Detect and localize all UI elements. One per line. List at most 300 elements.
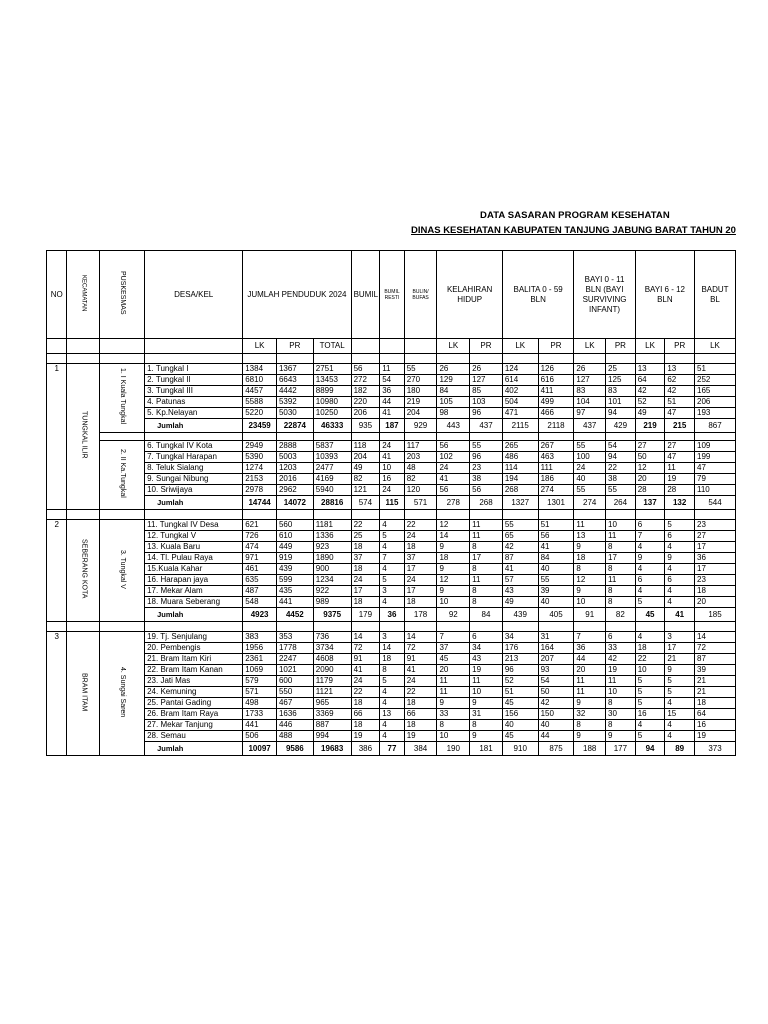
data-cell: 111 [538, 463, 574, 474]
data-cell: 3 [380, 632, 405, 643]
data-cell: 383 [243, 632, 277, 643]
data-cell: 204 [404, 408, 437, 419]
data-cell: 45 [502, 698, 538, 709]
jumlah-cell: 132 [665, 496, 695, 510]
jumlah-row [47, 742, 736, 756]
data-cell: 31 [470, 709, 503, 720]
jumlah-cell: 215 [665, 419, 695, 433]
data-cell: 21 [695, 676, 736, 687]
data-cell: 36 [695, 553, 736, 564]
data-cell: 3 [665, 632, 695, 643]
desa-name: 21. Bram Itam Kiri [145, 654, 243, 665]
table-row [47, 408, 736, 419]
data-cell: 109 [695, 441, 736, 452]
data-cell: 5837 [313, 441, 351, 452]
jumlah-cell: 187 [380, 419, 405, 433]
data-cell: 8 [606, 586, 636, 597]
subheader-pr: PR [665, 339, 695, 354]
data-cell: 21 [665, 654, 695, 665]
data-cell: 39 [538, 586, 574, 597]
data-cell: 1367 [276, 364, 313, 375]
data-cell: 922 [313, 586, 351, 597]
jumlah-cell: 386 [351, 742, 380, 756]
data-cell: 22 [606, 463, 636, 474]
data-cell: 56 [470, 485, 503, 496]
data-cell: 15 [665, 709, 695, 720]
desa-name: 4. Patunas [145, 397, 243, 408]
table-row [47, 386, 736, 397]
data-cell: 9 [470, 731, 503, 742]
data-cell: 506 [243, 731, 277, 742]
data-cell: 41 [502, 564, 538, 575]
data-cell: 26 [437, 364, 470, 375]
jumlah-cell: 23459 [243, 419, 277, 433]
data-cell: 55 [574, 441, 606, 452]
jumlah-cell: 41 [665, 608, 695, 622]
data-cell: 114 [502, 463, 538, 474]
data-cell: 11 [470, 520, 503, 531]
data-cell: 11 [606, 531, 636, 542]
data-cell: 1733 [243, 709, 277, 720]
subheader-lk: LK [243, 339, 277, 354]
data-cell: 13 [380, 709, 405, 720]
data-cell: 1890 [313, 553, 351, 564]
data-cell: 4457 [243, 386, 277, 397]
data-cell: 51 [665, 397, 695, 408]
data-cell: 4 [665, 597, 695, 608]
data-cell: 23 [470, 463, 503, 474]
data-cell: 616 [538, 375, 574, 386]
data-cell: 5 [665, 520, 695, 531]
data-cell: 270 [404, 375, 437, 386]
jumlah-cell: 177 [606, 742, 636, 756]
data-cell: 17 [404, 564, 437, 575]
data-cell: 206 [351, 408, 380, 419]
data-cell: 4 [665, 720, 695, 731]
data-cell: 37 [437, 643, 470, 654]
data-cell: 104 [574, 397, 606, 408]
data-cell: 8 [606, 720, 636, 731]
data-cell: 25 [606, 364, 636, 375]
data-cell: 49 [635, 408, 665, 419]
header-row [47, 251, 736, 339]
data-cell: 91 [351, 654, 380, 665]
data-cell: 57 [502, 575, 538, 586]
data-cell: 22 [404, 520, 437, 531]
data-cell: 16 [380, 474, 405, 485]
jumlah-label: Jumlah [145, 496, 243, 510]
data-cell: 110 [695, 485, 736, 496]
data-cell: 204 [351, 452, 380, 463]
data-cell: 219 [404, 397, 437, 408]
jumlah-cell: 91 [574, 608, 606, 622]
data-cell: 37 [351, 553, 380, 564]
data-cell: 4 [380, 731, 405, 742]
data-cell: 6 [635, 520, 665, 531]
data-cell: 5 [635, 687, 665, 698]
table-row [47, 654, 736, 665]
data-cell: 252 [695, 375, 736, 386]
data-cell: 9 [574, 542, 606, 553]
header-kelahiran: KELAHIRAN HIDUP [437, 251, 502, 339]
data-cell: 54 [606, 441, 636, 452]
data-cell: 38 [606, 474, 636, 485]
data-cell: 11 [574, 520, 606, 531]
data-cell: 12 [437, 520, 470, 531]
data-cell: 18 [695, 586, 736, 597]
desa-name: 19. Tj. Senjulang [145, 632, 243, 643]
data-cell: 5 [380, 676, 405, 687]
data-cell: 17 [351, 586, 380, 597]
data-cell: 50 [635, 452, 665, 463]
data-cell: 13 [665, 364, 695, 375]
data-cell: 5 [665, 687, 695, 698]
data-cell: 635 [243, 575, 277, 586]
desa-name: 3. Tungkal III [145, 386, 243, 397]
data-cell: 9 [437, 542, 470, 553]
data-cell: 26 [470, 364, 503, 375]
data-cell: 1021 [276, 665, 313, 676]
data-cell: 8899 [313, 386, 351, 397]
table-row [47, 632, 736, 643]
kecamatan-name: TUNGKAL ILIR [67, 364, 100, 510]
data-cell: 2949 [243, 441, 277, 452]
data-cell: 1179 [313, 676, 351, 687]
data-cell: 18 [404, 542, 437, 553]
desa-name: 14. Tl. Pulau Raya [145, 553, 243, 564]
data-cell: 8 [437, 720, 470, 731]
data-cell: 42 [665, 386, 695, 397]
data-cell: 353 [276, 632, 313, 643]
jumlah-cell: 178 [404, 608, 437, 622]
data-cell: 8 [380, 665, 405, 676]
jumlah-cell: 36 [380, 608, 405, 622]
table-row [47, 542, 736, 553]
data-cell: 117 [404, 441, 437, 452]
jumlah-cell: 19683 [313, 742, 351, 756]
jumlah-cell: 929 [404, 419, 437, 433]
data-cell: 17 [606, 553, 636, 564]
data-cell: 4 [380, 687, 405, 698]
subheader-lk: LK [502, 339, 538, 354]
table-row [47, 375, 736, 386]
data-cell: 5 [665, 676, 695, 687]
data-cell: 14 [380, 643, 405, 654]
data-cell: 22 [404, 687, 437, 698]
data-cell: 54 [380, 375, 405, 386]
data-cell: 16 [695, 720, 736, 731]
table-row [47, 698, 736, 709]
data-cell: 614 [502, 375, 538, 386]
data-cell: 12 [635, 463, 665, 474]
jumlah-cell: 89 [665, 742, 695, 756]
data-cell: 4 [635, 564, 665, 575]
data-cell: 2016 [276, 474, 313, 485]
data-cell: 26 [574, 364, 606, 375]
kecamatan-name: BRAM ITAM [67, 632, 100, 756]
data-cell: 37 [404, 553, 437, 564]
data-cell: 4 [380, 597, 405, 608]
desa-name: 16. Harapan jaya [145, 575, 243, 586]
data-cell: 1274 [243, 463, 277, 474]
table-row [47, 364, 736, 375]
jumlah-label: Jumlah [145, 608, 243, 622]
data-cell: 96 [470, 452, 503, 463]
data-cell: 51 [538, 520, 574, 531]
data-cell: 5 [380, 575, 405, 586]
data-cell: 33 [606, 643, 636, 654]
data-cell: 10980 [313, 397, 351, 408]
data-cell: 5003 [276, 452, 313, 463]
data-cell: 1636 [276, 709, 313, 720]
data-cell: 164 [538, 643, 574, 654]
data-cell: 736 [313, 632, 351, 643]
puskesmas-name: 1. I Kuala Tungkal [100, 364, 145, 433]
desa-name: 25. Pantai Gading [145, 698, 243, 709]
data-cell: 10 [437, 597, 470, 608]
data-cell: 24 [437, 463, 470, 474]
jumlah-cell: 28816 [313, 496, 351, 510]
data-cell: 36 [380, 386, 405, 397]
data-cell: 6643 [276, 375, 313, 386]
data-cell: 8 [574, 720, 606, 731]
data-cell: 11 [380, 364, 405, 375]
data-cell: 9 [635, 553, 665, 564]
data-cell: 62 [665, 375, 695, 386]
table-row [47, 586, 736, 597]
data-cell: 47 [665, 408, 695, 419]
data-cell: 7 [574, 632, 606, 643]
desa-name: 1. Tungkal I [145, 364, 243, 375]
data-cell: 82 [404, 474, 437, 485]
data-cell: 213 [502, 654, 538, 665]
data-cell: 124 [502, 364, 538, 375]
data-cell: 65 [502, 531, 538, 542]
data-cell: 24 [574, 463, 606, 474]
data-cell: 24 [380, 485, 405, 496]
data-cell: 94 [606, 452, 636, 463]
data-cell: 499 [538, 397, 574, 408]
data-cell: 900 [313, 564, 351, 575]
jumlah-cell: 190 [437, 742, 470, 756]
data-cell: 98 [437, 408, 470, 419]
data-cell: 54 [538, 676, 574, 687]
data-cell: 121 [351, 485, 380, 496]
data-cell: 8 [470, 597, 503, 608]
data-cell: 87 [695, 654, 736, 665]
data-cell: 72 [351, 643, 380, 654]
data-cell: 24 [380, 441, 405, 452]
jumlah-cell: 14072 [276, 496, 313, 510]
data-cell: 118 [351, 441, 380, 452]
data-cell: 34 [470, 643, 503, 654]
data-cell: 9 [665, 553, 695, 564]
jumlah-cell: 439 [502, 608, 538, 622]
data-cell: 1069 [243, 665, 277, 676]
data-cell: 19 [665, 474, 695, 485]
data-cell: 20 [574, 665, 606, 676]
data-cell: 2477 [313, 463, 351, 474]
data-cell: 467 [276, 698, 313, 709]
jumlah-cell: 179 [351, 608, 380, 622]
data-cell: 486 [502, 452, 538, 463]
data-cell: 156 [502, 709, 538, 720]
data-cell: 33 [437, 709, 470, 720]
data-cell: 471 [502, 408, 538, 419]
header-bumil: BUMIL [351, 251, 380, 339]
jumlah-cell: 437 [574, 419, 606, 433]
data-cell: 12 [437, 575, 470, 586]
jumlah-cell: 92 [437, 608, 470, 622]
data-cell: 56 [351, 364, 380, 375]
data-cell: 41 [538, 542, 574, 553]
data-cell: 474 [243, 542, 277, 553]
jumlah-cell: 115 [380, 496, 405, 510]
table-row [47, 575, 736, 586]
group-no: 2 [47, 520, 67, 622]
data-cell: 9 [437, 564, 470, 575]
data-cell: 9 [437, 698, 470, 709]
data-cell: 56 [538, 531, 574, 542]
jumlah-cell: 45 [635, 608, 665, 622]
data-cell: 13 [635, 364, 665, 375]
header-bayi-6-12: BAYI 6 - 12 BLN [635, 251, 694, 339]
desa-name: 26. Bram Itam Raya [145, 709, 243, 720]
kecamatan-name: SEBERANG KOTA [67, 520, 100, 622]
jumlah-cell: 574 [351, 496, 380, 510]
data-cell: 8 [606, 698, 636, 709]
data-cell: 48 [404, 463, 437, 474]
jumlah-cell: 1301 [538, 496, 574, 510]
data-cell: 8 [606, 597, 636, 608]
data-cell: 24 [404, 575, 437, 586]
data-cell: 18 [351, 597, 380, 608]
table-row [47, 564, 736, 575]
data-cell: 44 [538, 731, 574, 742]
document-subtitle: DINAS KESEHATAN KABUPATEN TANJUNG JABUNG BARAT TAHUN 20 [411, 225, 736, 236]
header-desa: DESA/KEL [145, 251, 243, 339]
data-cell: 20 [437, 665, 470, 676]
data-cell: 2247 [276, 654, 313, 665]
desa-name: 13. Kuala Baru [145, 542, 243, 553]
data-cell: 560 [276, 520, 313, 531]
data-cell: 64 [695, 709, 736, 720]
jumlah-cell: 4452 [276, 608, 313, 622]
desa-name: 15.Kuala Kahar [145, 564, 243, 575]
data-cell: 42 [606, 654, 636, 665]
data-cell: 50 [538, 687, 574, 698]
data-cell: 5220 [243, 408, 277, 419]
table-row [47, 731, 736, 742]
data-cell: 52 [502, 676, 538, 687]
data-cell: 411 [538, 386, 574, 397]
data-cell: 1234 [313, 575, 351, 586]
data-cell: 14 [695, 632, 736, 643]
data-cell: 8 [606, 564, 636, 575]
data-cell: 4 [380, 520, 405, 531]
data-cell: 16 [635, 709, 665, 720]
data-cell: 5 [635, 597, 665, 608]
data-cell: 44 [574, 654, 606, 665]
jumlah-cell: 77 [380, 742, 405, 756]
data-cell: 19 [695, 731, 736, 742]
data-cell: 726 [243, 531, 277, 542]
data-cell: 206 [695, 397, 736, 408]
data-cell: 8 [470, 542, 503, 553]
data-cell: 21 [695, 687, 736, 698]
table-row [47, 665, 736, 676]
desa-name: 22. Bram Itam Kanan [145, 665, 243, 676]
jumlah-row [47, 419, 736, 433]
document-title: DATA SASARAN PROGRAM KESEHATAN [480, 210, 670, 221]
data-cell: 27 [695, 531, 736, 542]
data-cell: 23 [695, 520, 736, 531]
data-cell: 18 [380, 654, 405, 665]
data-cell: 272 [351, 375, 380, 386]
data-cell: 274 [538, 485, 574, 496]
desa-name: 8. Teluk Sialang [145, 463, 243, 474]
header-bumil-resti: BUMIL RESTI [380, 251, 405, 339]
data-cell: 14 [404, 632, 437, 643]
subheader-total: TOTAL [313, 339, 351, 354]
data-cell: 2751 [313, 364, 351, 375]
group-no: 3 [47, 632, 67, 756]
data-cell: 446 [276, 720, 313, 731]
data-cell: 2962 [276, 485, 313, 496]
jumlah-cell: 935 [351, 419, 380, 433]
data-cell: 40 [574, 474, 606, 485]
data-cell: 14 [437, 531, 470, 542]
data-cell: 194 [502, 474, 538, 485]
group-no: 1 [47, 364, 67, 510]
data-cell: 11 [574, 676, 606, 687]
data-cell: 23 [695, 575, 736, 586]
jumlah-cell: 571 [404, 496, 437, 510]
subheader-lk: LK [635, 339, 665, 354]
data-cell: 2888 [276, 441, 313, 452]
data-cell: 599 [276, 575, 313, 586]
data-cell: 1121 [313, 687, 351, 698]
data-cell: 97 [574, 408, 606, 419]
data-table [46, 250, 736, 756]
table-row [47, 687, 736, 698]
desa-name: 18. Muara Seberang [145, 597, 243, 608]
data-cell: 11 [606, 676, 636, 687]
data-cell: 5 [380, 531, 405, 542]
table-row [47, 520, 736, 531]
jumlah-cell: 82 [606, 608, 636, 622]
puskesmas-name: 3. Tungkal V [100, 520, 145, 622]
data-cell: 25 [351, 531, 380, 542]
data-cell: 40 [538, 564, 574, 575]
data-cell: 30 [606, 709, 636, 720]
table-row [47, 452, 736, 463]
data-cell: 105 [437, 397, 470, 408]
data-cell: 989 [313, 597, 351, 608]
data-cell: 6 [606, 632, 636, 643]
data-cell: 5 [635, 731, 665, 742]
data-cell: 45 [437, 654, 470, 665]
data-cell: 965 [313, 698, 351, 709]
header-penduduk: JUMLAH PENDUDUK 2024 [243, 251, 351, 339]
jumlah-cell: 181 [470, 742, 503, 756]
desa-name: 2. Tungkal II [145, 375, 243, 386]
table-row [47, 553, 736, 564]
data-cell: 101 [606, 397, 636, 408]
data-cell: 165 [695, 386, 736, 397]
data-cell: 9 [574, 731, 606, 742]
data-cell: 22 [351, 520, 380, 531]
